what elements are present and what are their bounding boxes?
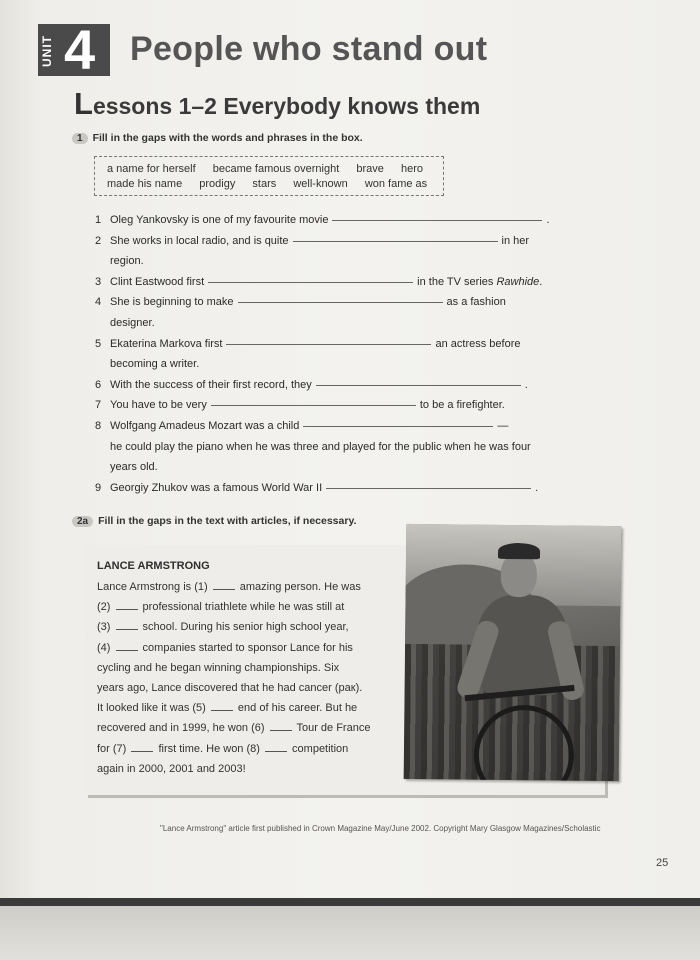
answer-gap[interactable] [270,721,292,731]
item-number: 6 [95,378,102,391]
exercise-2a-instruction: Fill in the gaps in the text with articles, if necessary. [98,515,357,527]
lesson-title [74,86,480,122]
word-box-item: well-known [293,178,348,190]
lesson-title-text: essons 1–2 Everybody knows them [92,93,481,119]
unit-title: People who stand out [130,30,488,68]
answer-gap[interactable] [213,580,235,590]
word-box-item: stars [252,178,277,190]
cyclist-photo [404,524,622,781]
item-text-continued: years old. [110,461,158,474]
article-line: cycling and he began winning championships. Six [97,661,340,674]
word-box-item: brave [356,163,384,175]
answer-gap[interactable] [211,404,416,406]
copyright-credit: "Lance Armstrong" article first published in Crown Magazine May/June 2002. Copyright Mary Glasgow Magazines/Scholastic [160,824,601,833]
answer-gap[interactable] [211,701,233,711]
item-text-after: in her [501,234,530,247]
item-text-end: . [539,275,543,288]
item-number: 9 [95,481,102,494]
word-box-row-1 [107,163,437,175]
answer-gap[interactable] [116,620,138,630]
item-text-after: to be a firefighter. [419,399,505,412]
answer-gap[interactable] [116,641,138,651]
item-text: Wolfgang Amadeus Mozart was a child [110,419,300,432]
article-line: recovered and in 1999, he won (6) Tour de France [97,722,371,735]
exercise-item-2 [95,231,565,272]
exercise-item-4 [95,292,565,333]
exercise-2a-heading [72,515,356,527]
item-text: Georgiy Zhukov was a famous World War II [110,481,323,494]
word-box-item: prodigy [199,178,236,190]
item-text: She works in local radio, and is quite [110,234,289,247]
page-number: 25 [656,857,669,869]
item-italic-title: Rawhide [496,275,540,288]
answer-gap[interactable] [116,600,138,610]
answer-gap[interactable] [316,384,521,386]
answer-gap[interactable] [326,487,531,489]
item-text-after: . [524,378,528,391]
exercise-item-9 [95,478,565,499]
answer-gap[interactable] [332,219,542,221]
item-number: 4 [95,296,102,309]
article-text [97,577,387,779]
exercise-1-items [95,210,565,498]
word-box-row-2 [107,178,441,190]
item-text: You have to be very [110,399,207,412]
word-box-item: a name for herself [107,163,196,175]
unit-badge [38,18,110,81]
item-text-after: an actress before [435,337,521,350]
item-text-after: as a fashion [446,296,506,309]
unit-label: UNIT [40,35,54,67]
scanner-background [0,906,700,960]
item-text: She is beginning to make [110,296,234,309]
exercise-item-1 [95,210,565,231]
item-number: 3 [95,275,102,288]
word-box-item: hero [400,163,423,175]
item-text: Clint Eastwood first [110,275,205,288]
article-line: years ago, Lance discovered that he had cancer (рак). [97,682,363,695]
item-text-after: . [546,214,550,226]
answer-gap[interactable] [208,281,413,283]
item-text: Ekaterina Markova first [110,337,223,350]
item-text: Oleg Yankovsky is one of my favourite movie [110,214,329,226]
item-text-continued: designer. [110,316,155,329]
answer-gap[interactable] [265,742,287,752]
article-line: for (7) first time. He won (8) competition [97,742,349,755]
item-number: 5 [95,337,102,350]
article-line: (2) professional triathlete while he was still at [97,601,345,614]
article-line: again in 2000, 2001 and 2003! [97,762,246,775]
item-text-continued: he could play the piano when he was three and played for the public when he was four [110,440,531,453]
exercise-1-instruction: Fill in the gaps with the words and phrases in the box. [92,132,363,144]
article-line: (3) school. During his senior high school year, [97,621,349,634]
answer-gap[interactable] [303,425,493,427]
article-line: (4) companies started to sponsor Lance for his [97,641,353,654]
word-box [94,156,444,196]
item-number: 7 [95,399,102,412]
page-bottom-edge [0,898,700,906]
exercise-item-5 [95,334,565,375]
word-box-item: won fame as [364,178,428,190]
item-number: 8 [95,419,102,432]
lesson-drop-letter: L [74,86,93,121]
item-text: With the success of their first record, they [110,378,312,391]
article-title: LANCE ARMSTRONG [97,560,210,572]
item-text-continued: becoming a writer. [110,358,200,371]
exercise-item-8 [95,416,565,478]
word-box-item: made his name [107,178,183,190]
exercise-item-6 [95,375,565,396]
exercise-1-number: 1 [72,133,88,144]
article-line: Lance Armstrong is (1) amazing person. He was [97,581,361,593]
exercise-item-3 [95,272,565,293]
answer-gap[interactable] [226,343,431,345]
answer-gap[interactable] [293,240,498,242]
exercise-item-7 [95,395,565,416]
item-text-after: — [497,419,509,432]
item-number: 1 [95,214,102,226]
item-text-after: . [535,481,539,494]
article-line: It looked like it was (5) end of his career. But he [97,702,358,715]
exercise-1-heading [72,132,363,144]
answer-gap[interactable] [131,742,153,752]
unit-number: 4 [64,18,96,81]
word-box-item: became famous overnight [212,163,340,175]
item-text-continued: region. [110,255,144,268]
item-text-after: in the TV series [417,275,494,288]
item-number: 2 [95,234,102,247]
exercise-2a-number: 2a [72,516,93,527]
answer-gap[interactable] [238,301,443,303]
